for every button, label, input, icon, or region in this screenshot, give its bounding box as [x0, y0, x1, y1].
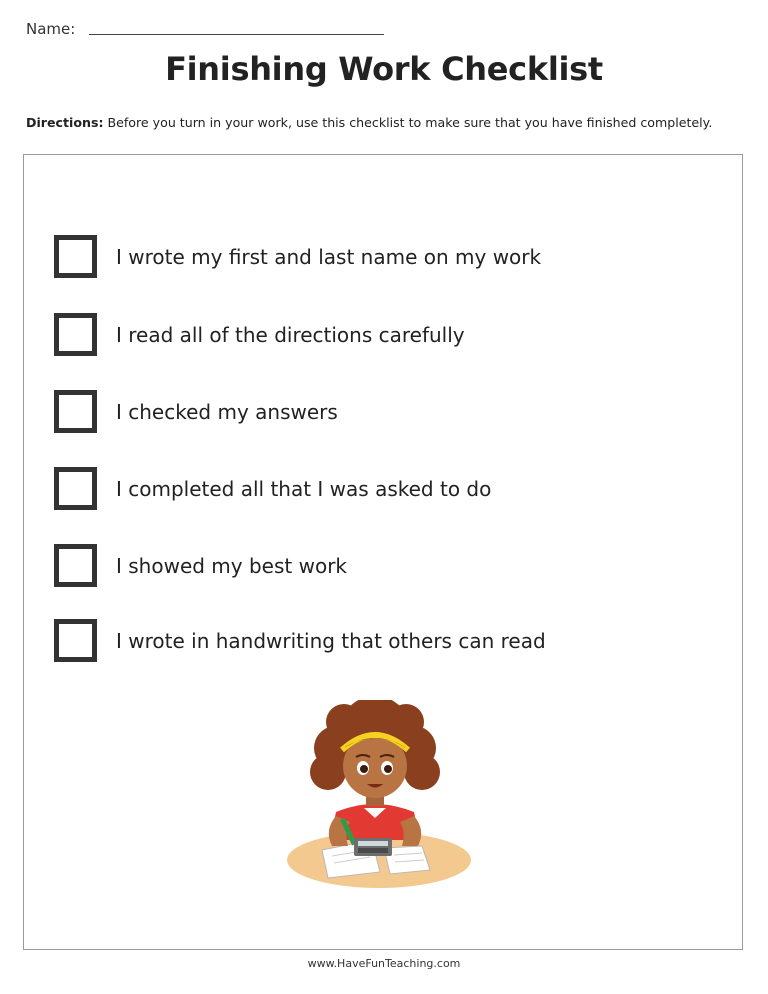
page-title: Finishing Work Checklist [165, 50, 603, 88]
checklist-item [54, 313, 654, 356]
checklist-item [54, 544, 654, 587]
checklist-item [54, 619, 654, 662]
checkbox[interactable] [54, 467, 97, 510]
name-field-line[interactable] [89, 34, 384, 35]
checkbox[interactable] [54, 544, 97, 587]
checklist-item-text: I wrote my first and last name on my work [116, 244, 542, 269]
checklist-item [54, 235, 654, 278]
checklist-item [54, 390, 654, 433]
girl-doing-homework-illustration [284, 700, 474, 900]
directions-text: Before you turn in your work, use this checklist to make sure that you have finished completely. [103, 115, 713, 130]
directions-label: Directions: [26, 115, 104, 130]
checklist-item-text: I checked my answers [116, 399, 338, 424]
name-label: Name: [26, 20, 76, 38]
checklist-item-text: I completed all that I was asked to do [116, 476, 492, 501]
checkbox[interactable] [54, 313, 97, 356]
checklist-item-text: I showed my best work [116, 553, 347, 578]
checklist-item [54, 467, 654, 510]
checklist-item-text: I read all of the directions carefully [116, 322, 465, 347]
checkbox[interactable] [54, 390, 97, 433]
checkbox[interactable] [54, 235, 97, 278]
name-row [26, 20, 384, 38]
footer-url: www.HaveFunTeaching.com [307, 957, 461, 970]
checklist-item-text: I wrote in handwriting that others can read [116, 628, 546, 653]
checkbox[interactable] [54, 619, 97, 662]
directions [26, 115, 746, 130]
